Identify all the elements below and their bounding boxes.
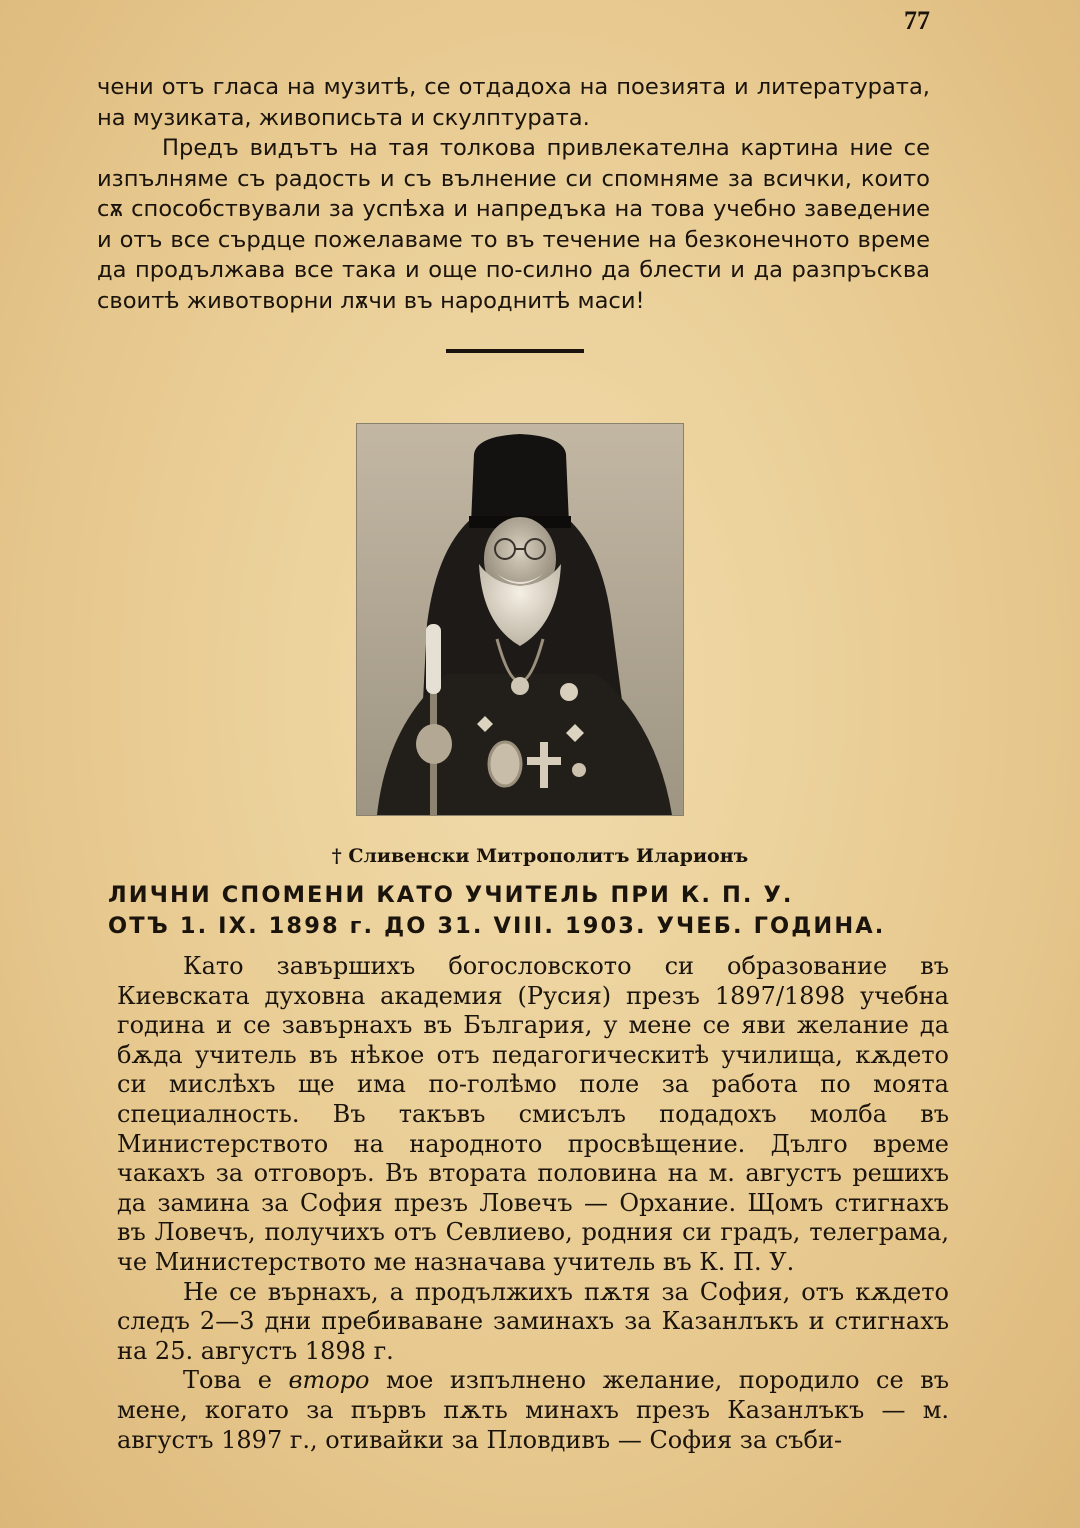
main-text-block [117,952,949,1455]
section-divider [446,349,584,353]
page-number: 77 [904,6,930,35]
photo-caption: † Сливенски Митрополитъ Иларионъ [331,845,749,867]
paragraph: Не се върнахъ, а продължихъ пѫтя за София, отъ кѫдето следъ 2—3 дни пребиваване заминахъ за Казанлъкъ и стигнахъ на 25. августъ 1898 г. [117,1277,949,1365]
heading-line: ОТЪ 1. IX. 1898 г. ДО 31. VIII. 1903. УЧЕБ. ГОДИНА. [108,913,886,939]
paragraph: Като завършихъ богословското си образование въ Киевската духовна академия (Русия) презъ 1897/1898 учебна година и се завърнахъ въ България, у мене се яви желание да бѫда учитель въ нѣкое отъ педагогическитѣ училища, кѫдето си мислѣхъ ще има по-голѣмо поле за работа по моята специалность. Въ такъвъ смисълъ подадохъ молба въ Министерството на народното просвѣщение. Дълго време чакахъ за отговоръ. Въ втората половина на м. августъ решихъ да замина за София презъ Ловечъ — Орхание. Щомъ стигнахъ въ Ловечъ, получихъ отъ Севлиево, родния си градъ, телеграма, че Министерството ме назначава учитель въ К. П. У. [117,952,949,1276]
heading-line: ЛИЧНИ СПОМЕНИ КАТО УЧИТЕЛЬ ПРИ К. П. У. [108,882,794,908]
paragraph: чени отъ гласа на музитѣ, се отдадоха на поезията и литературата, на музиката, живописьта и скулптурата. [97,74,930,131]
paragraph: Предъ видътъ на тая толкова привлекателна картина ние се изпълняме съ радость и съ вълнение си спомняме за всички, които сѫ способствували за успѣха и напредъка на това учебно заведение и отъ все сърдце пожелаваме то въ течение на безконечното време да продължава все така и още по-силно да блести и да разпръсква своитѣ животворни лѫчи въ народнитѣ маси! [97,135,930,314]
section-heading [108,880,943,942]
text-run: мое изпълнено желание, породило се въ мене, когато за първъ пѫть минахъ презъ Казанлъкъ — м. августъ 1897 г., отивайки за Пловдивъ — София за съби- [117,1366,949,1454]
top-text-block [97,72,930,316]
text-run: Това е [183,1366,289,1395]
portrait-photo [357,424,683,815]
emphasized-word: второ [288,1366,370,1395]
paragraph [117,1366,949,1455]
